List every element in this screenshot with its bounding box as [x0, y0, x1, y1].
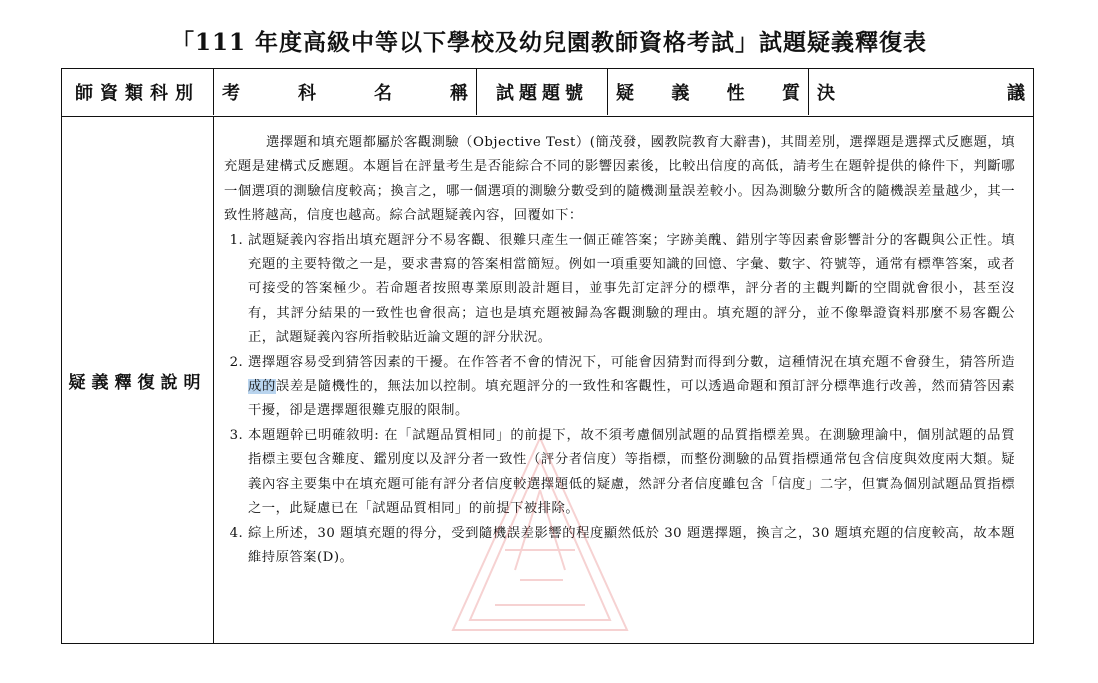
header-nature-char: 性 [726, 83, 745, 104]
header-nature-char: 義 [671, 83, 690, 104]
header-subject-char: 科 [298, 83, 316, 104]
header-nature-char: 質 [781, 83, 800, 104]
table-header-row [62, 69, 1033, 117]
intro-paragraph: 選擇題和填充題都屬於客觀測驗（Objective Test）(簡茂發，國教院教育大辭書)，其間差別，選擇題是選擇式反應題，填充題是建構式反應題。本題旨在評量考生是否能綜合不同的影響因素後，比較出信度的高低，請考生在題幹提供的條件下，判斷哪一個選項的測驗信度較高；換言之，哪一個選項的測驗分數受到的隨機測量誤差較小。因為測驗分數所含的隨機誤差量越少，其一致性將越高，信度也越高。綜合試題疑義內容，回覆如下： [224, 135, 1015, 224]
header-resolution-char: 決 [817, 83, 835, 104]
header-nature-char: 疑 [616, 83, 634, 104]
list-item: 3. 本題題幹已明確敘明: 在「試題品質相同」的前提下，故不須考慮個別試題的品質指標差異。在測驗理論中，個別試題的品質指標主要包含難度、鑑別度以及評分者一致性（評分者信度）等指標，而整份測驗的品質指標通常包含信度與效度兩大類。疑義內容主要集中在填充題可能有評分者信度較選擇題低的疑慮，然評分者信度雖包含「信度」二字，但實為個別試題品質指標之一，此疑慮已在「試題品質相同」的前提下被排除。 [248, 424, 1015, 522]
list-item [248, 351, 1015, 424]
explanation-body [214, 117, 1033, 643]
header-subject-char: 稱 [450, 83, 468, 104]
header-category: 師資類科別 [62, 69, 214, 115]
header-resolution-char: 議 [1007, 83, 1025, 104]
list-item: 1. 試題疑義內容指出填充題評分不易客觀、很難只產生一個正確答案；字跡美醜、錯別字等因素會影響計分的客觀與公正性。填充題的主要特徵之一是，要求書寫的答案相當簡短。例如一項重要知識的回憶、字彙、數字、符號等，通常有標準答案，或者可接受的答案極少。若命題者按照專業原則設計題目，並事先訂定評分的標準，評分者的主觀判斷的空間就會很小，甚至沒有，其評分結果的一致性也會很高；這也是填充題被歸為客觀測驗的理由。填充題的評分，並不像舉證資料那麼不易客觀公正，試題疑義內容所指較貼近論文題的評分狀況。 [248, 229, 1015, 351]
header-subject [214, 69, 477, 115]
header-nature [608, 69, 809, 115]
row-label: 疑義釋復說明 [62, 117, 214, 643]
reply-list [224, 229, 1015, 571]
text-selection-highlight: 成的 [248, 379, 276, 395]
header-question-no: 試題題號 [477, 69, 608, 115]
header-subject-char: 名 [374, 83, 392, 104]
list-item-text: 誤差是隨機性的，無法加以控制。填充題評分的一致性和客觀性，可以透過命題和預訂評分標準進行改善，然而猜答因素干擾，卻是選擇題很難克服的限制。 [248, 379, 1016, 419]
list-item: 4. 綜上所述，30 題填充題的得分，受到隨機誤差影響的程度顯然低於 30 題選擇題，換言之，30 題填充題的信度較高，故本題維持原答案(D)。 [248, 522, 1015, 571]
header-resolution [809, 69, 1033, 115]
page-title: 「111 年度高級中等以下學校及幼兒園教師資格考試」試題疑義釋復表 [170, 29, 928, 56]
header-subject-char: 考 [222, 83, 240, 104]
resolution-table [61, 68, 1034, 644]
list-item-text: 選擇題容易受到猜答因素的干擾。在作答者不會的情況下，可能會因猜對而得到分數，這種情況在填充題不會發生，猜答所造 [248, 354, 1015, 370]
